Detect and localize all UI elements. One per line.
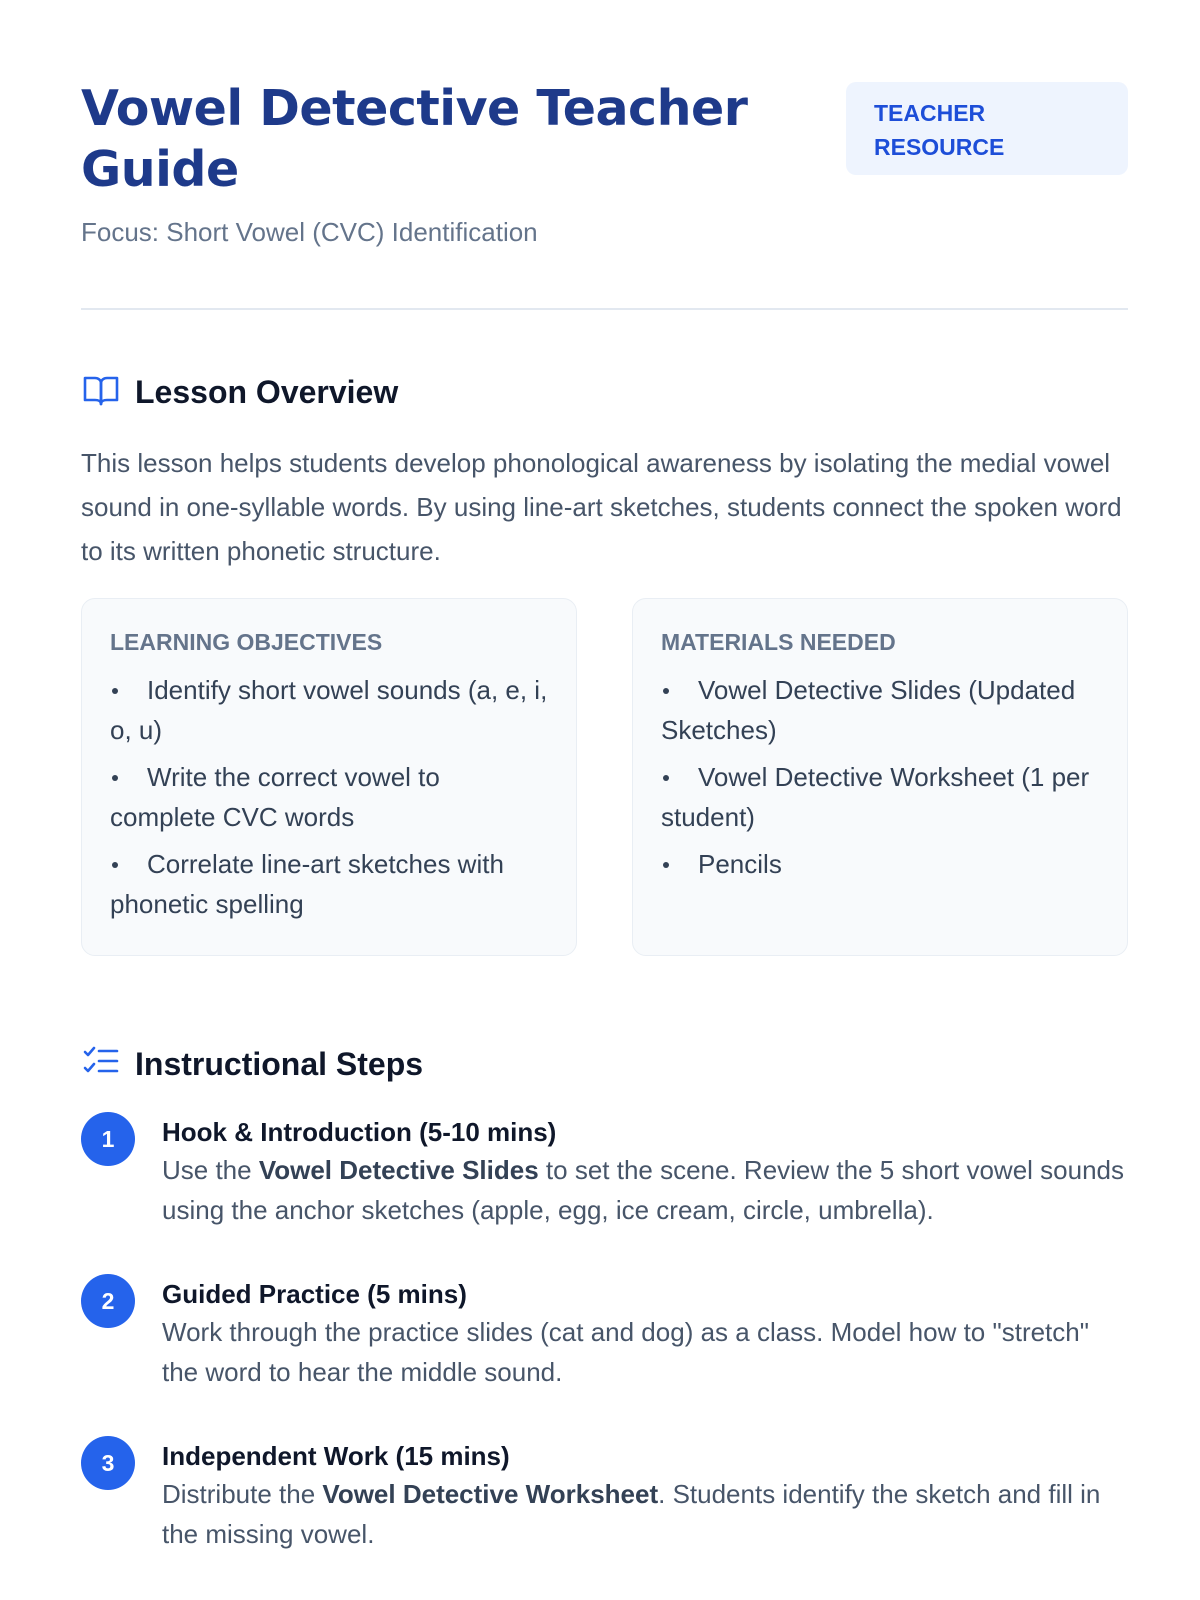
materials-list [661, 670, 1099, 884]
objectives-label: LEARNING OBJECTIVES [110, 629, 383, 655]
overview-paragraph: This lesson helps students develop phonological awareness by isolating the medial vowel sound in one-syllable words. By using line-art sketches, students connect the spoken word to its written phonetic structure. [81, 448, 1122, 566]
step-number-badge: 2 [81, 1274, 135, 1328]
objective-item: Correlate line-art sketches with phonetic spelling [110, 844, 548, 924]
step-title: Guided Practice (5 mins) [162, 1279, 467, 1309]
material-item: Pencils [661, 844, 1099, 884]
materials-label: MATERIALS NEEDED [661, 629, 896, 655]
step-text-bold: Vowel Detective Worksheet [322, 1479, 659, 1509]
step-description [162, 1474, 1132, 1554]
material-item: Vowel Detective Worksheet (1 per student) [661, 757, 1099, 837]
step-title: Independent Work (15 mins) [162, 1441, 510, 1471]
step-number-badge: 1 [81, 1112, 135, 1166]
objectives-list [110, 670, 548, 924]
materials-card [632, 598, 1128, 956]
step-number-badge: 3 [81, 1436, 135, 1490]
step-text: Use the [162, 1155, 259, 1185]
header-divider [81, 308, 1128, 310]
step-body [162, 1114, 1132, 1230]
step-text-bold: Vowel Detective Slides [258, 1155, 539, 1185]
step-description [162, 1150, 1132, 1230]
step-text: Work through the practice slides (cat and dog) as a class. Model how to "stretch" the word to hear the middle sound. [162, 1317, 1089, 1387]
step-text: Distribute the [162, 1479, 323, 1509]
overview-title: Lesson Overview [135, 374, 399, 410]
resource-badge: TEACHER RESOURCE [846, 82, 1128, 175]
page-subtitle: Focus: Short Vowel (CVC) Identification [81, 217, 538, 247]
objective-item: Identify short vowel sounds (a, e, i, o, u) [110, 670, 548, 750]
objectives-card [81, 598, 577, 956]
checklist-icon [81, 1042, 121, 1087]
step-body [162, 1438, 1132, 1554]
steps-heading [81, 1042, 423, 1087]
material-item: Vowel Detective Slides (Updated Sketches) [661, 670, 1099, 750]
book-open-icon [81, 370, 121, 415]
step-body [162, 1276, 1132, 1392]
step-title: Hook & Introduction (5-10 mins) [162, 1117, 557, 1147]
step-description [162, 1312, 1132, 1392]
step-text: . Students identify the sketch and fill in the missing vowel. [162, 1479, 1101, 1549]
steps-title: Instructional Steps [135, 1046, 424, 1082]
objective-item: Write the correct vowel to complete CVC words [110, 757, 548, 837]
step-text: to set the scene. Review the 5 short vowel sounds using the anchor sketches (apple, egg, ice cream, circle, umbrella). [162, 1155, 1125, 1225]
page-title: Vowel Detective Teacher Guide [81, 80, 748, 198]
overview-heading [81, 370, 398, 415]
